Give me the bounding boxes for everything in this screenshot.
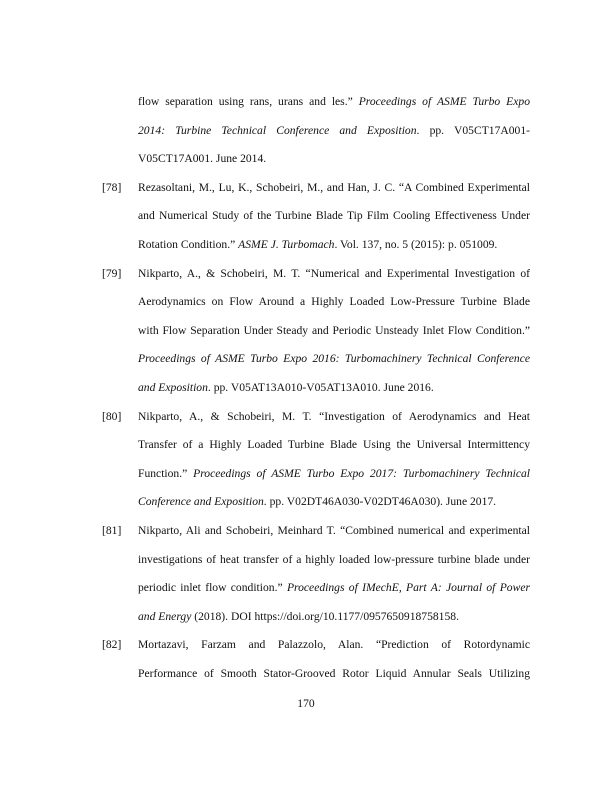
text-line xyxy=(138,88,530,117)
italic-text: Conference and Exposition xyxy=(138,495,264,509)
page-number: 170 xyxy=(297,697,315,710)
text-line xyxy=(138,260,530,289)
italic-text: Proceedings of ASME Turbo Expo xyxy=(358,95,531,108)
text-line xyxy=(138,345,530,374)
text-run: Aerodynamics on Flow Around a Highly Loaded Low-Pressure Turbine Blade xyxy=(138,295,530,309)
text-run: investigations of heat transfer of a highly loaded low-pressure turbine blade under xyxy=(138,552,530,566)
text-run: Rotation Condition.” xyxy=(138,237,239,251)
text-line xyxy=(138,403,530,432)
text-line xyxy=(138,202,530,231)
text-line xyxy=(138,145,530,174)
reference-number: [82] xyxy=(102,638,122,652)
reference-number: [79] xyxy=(102,266,122,280)
text-line xyxy=(138,603,530,632)
text-run: . pp. V02DT46A030-V02DT46A030). June 2017. xyxy=(263,495,497,509)
italic-text: and Energy xyxy=(138,609,192,623)
text-run: periodic inlet flow condition.” xyxy=(138,581,287,595)
reference-entry xyxy=(138,517,530,631)
italic-text: Proceedings of ASME Turbo Expo 2017: Turbomachinery Technical xyxy=(193,466,530,480)
text-line xyxy=(138,174,530,203)
italic-text: and Exposition xyxy=(138,380,208,394)
text-run: . Vol. 137, no. 5 (2015): p. 051009. xyxy=(334,237,498,251)
text-run: Nikparto, Ali and Schobeiri, Meinhard T. “Combined numerical and experimental xyxy=(138,524,530,537)
reference-entry xyxy=(138,403,530,517)
text-run: (2018). DOI https://doi.org/10.1177/0957650918758158. xyxy=(191,609,459,623)
text-line xyxy=(138,431,530,460)
text-line xyxy=(138,374,530,403)
reference-number: [78] xyxy=(102,180,122,194)
italic-text: ASME J. Turbomach xyxy=(238,237,335,251)
text-line xyxy=(138,231,530,260)
text-line xyxy=(138,317,530,346)
text-run: Performance of Smooth Stator-Grooved Rotor Liquid Annular Seals Utilizing xyxy=(138,666,530,680)
reference-entry xyxy=(138,260,530,403)
text-run: Function.” xyxy=(138,466,194,480)
text-run: . pp. V05AT13A010-V05AT13A010. June 2016. xyxy=(207,380,434,394)
reference-entry xyxy=(138,631,530,688)
text-run: and Numerical Study of the Turbine Blade Tip Film Cooling Effectiveness Under xyxy=(138,209,530,223)
text-line xyxy=(138,546,530,575)
reference-continuation xyxy=(138,88,530,174)
text-line xyxy=(138,574,530,603)
text-line xyxy=(138,460,530,489)
italic-text: 2014: Turbine Technical Conference and Exposition xyxy=(138,123,417,137)
reference-entry xyxy=(138,174,530,260)
text-line xyxy=(138,631,530,660)
text-run: Nikparto, A., & Schobeiri, M. T. “Investigation of Aerodynamics and Heat xyxy=(138,409,530,423)
text-run: Rezasoltani, M., Lu, K., Schobeiri, M., and Han, J. C. “A Combined Experimental xyxy=(138,180,530,194)
italic-text: Proceedings of ASME Turbo Expo 2016: Turbomachinery Technical Conference xyxy=(138,352,530,366)
reference-number: [80] xyxy=(102,409,122,423)
text-run: with Flow Separation Under Steady and Periodic Unsteady Inlet Flow Condition.” xyxy=(138,323,530,337)
text-line xyxy=(138,117,530,146)
text-run: Nikparto, A., & Schobeiri, M. T. “Numerical and Experimental Investigation of xyxy=(138,266,530,280)
text-line xyxy=(138,517,530,546)
text-run: Transfer of a Highly Loaded Turbine Blade Using the Universal Intermittency xyxy=(138,438,530,452)
text-run: . pp. V05CT17A001- xyxy=(416,123,530,137)
text-line xyxy=(138,288,530,317)
reference-number: [81] xyxy=(102,524,122,537)
text-run: flow separation using rans, urans and les.” xyxy=(138,95,359,108)
text-run: Mortazavi, Farzam and Palazzolo, Alan. “Prediction of Rotordynamic xyxy=(138,638,530,652)
text-line xyxy=(138,660,530,689)
text-line xyxy=(138,488,530,517)
italic-text: Proceedings of IMechE, Part A: Journal of Power xyxy=(286,581,530,595)
text-run: V05CT17A001. June 2014. xyxy=(138,152,267,166)
